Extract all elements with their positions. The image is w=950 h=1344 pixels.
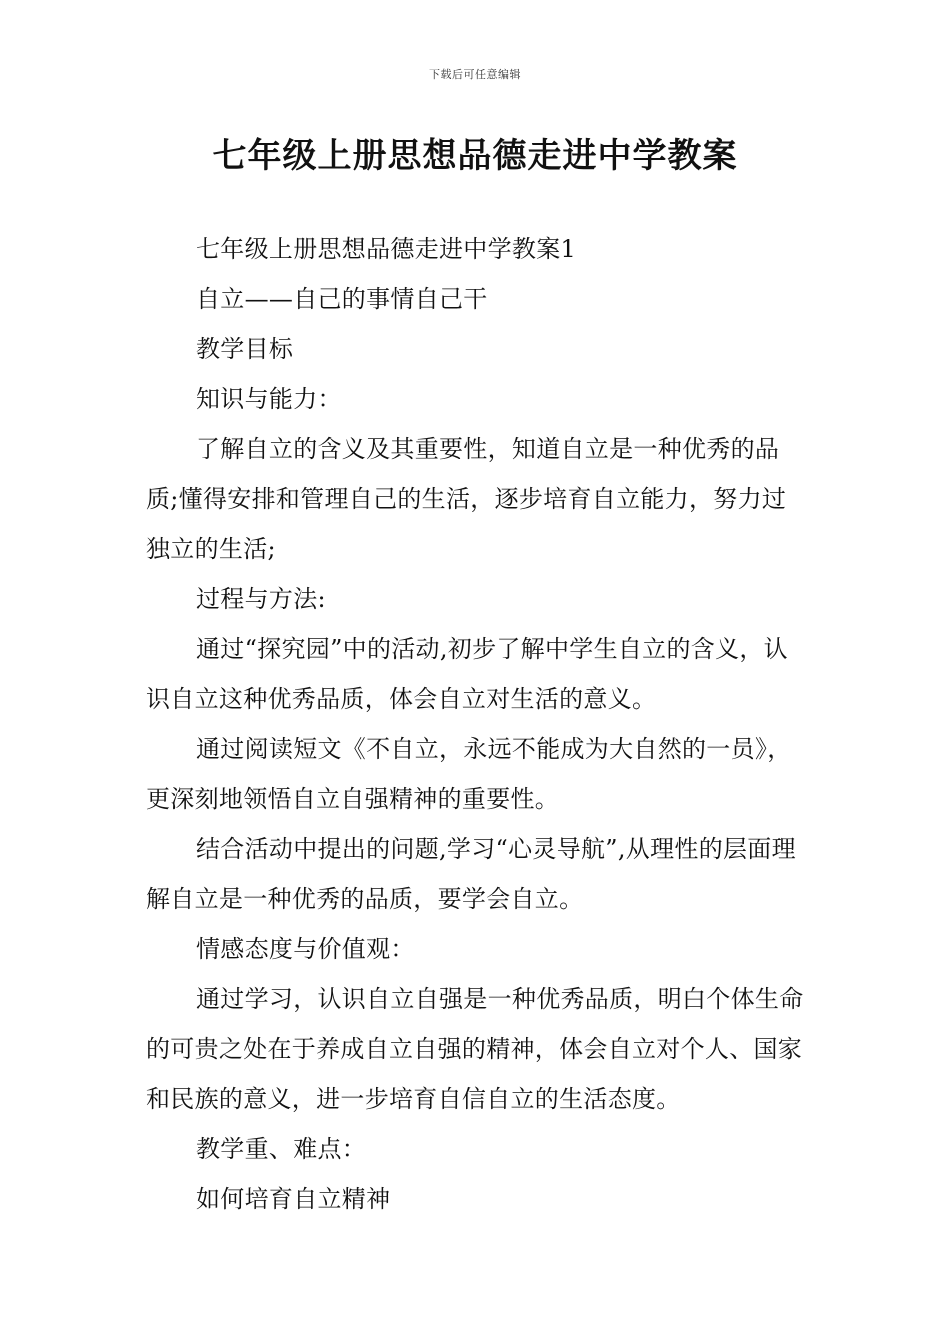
paragraph-process-content-2: 通过阅读短文《不自立，永远不能成为大自然的一员》，更深刻地领悟自立自强精神的重要性。 bbox=[146, 735, 792, 813]
document-title: 七年级上册思想品德走进中学教案 bbox=[212, 136, 738, 176]
paragraph-key-content: 如何培育自立精神 bbox=[196, 1185, 391, 1213]
paragraph-knowledge-content: 了解自立的含义及其重要性，知道自立是一种优秀的品质;懂得安排和管理自己的生活，逐步培育自立能力，努力过独立的生活; bbox=[146, 435, 787, 563]
document-body bbox=[146, 224, 810, 1224]
paragraph-process-method: 过程与方法: bbox=[196, 585, 326, 613]
paragraph-topic: 自立——自己的事情自己干 bbox=[196, 285, 488, 313]
header-note: 下载后可任意编辑 bbox=[429, 68, 521, 81]
paragraph-emotion-values: 情感态度与价值观： bbox=[196, 935, 415, 963]
paragraph-emotion-content: 通过学习，认识自立自强是一种优秀品质，明白个体生命的可贵之处在于养成自立自强的精神，体会自立对个人、国家和民族的意义，进一步培育自信自立的生活态度。 bbox=[146, 985, 804, 1113]
paragraph-teaching-goals: 教学目标 bbox=[196, 335, 294, 363]
paragraph-lesson-heading: 七年级上册思想品德走进中学教案1 bbox=[196, 235, 577, 263]
paragraph-knowledge-ability: 知识与能力： bbox=[196, 385, 342, 413]
paragraph-process-content-1: 通过“探究园”中的活动,初步了解中学生自立的含义，认识自立这种优秀品质，体会自立对生活的意义。 bbox=[146, 635, 788, 713]
paragraph-key-difficulties: 教学重、难点： bbox=[196, 1135, 367, 1163]
paragraph-process-content-3: 结合活动中提出的问题,学习“心灵导航”,从理性的层面理解自立是一种优秀的品质，要学会自立。 bbox=[146, 835, 796, 913]
